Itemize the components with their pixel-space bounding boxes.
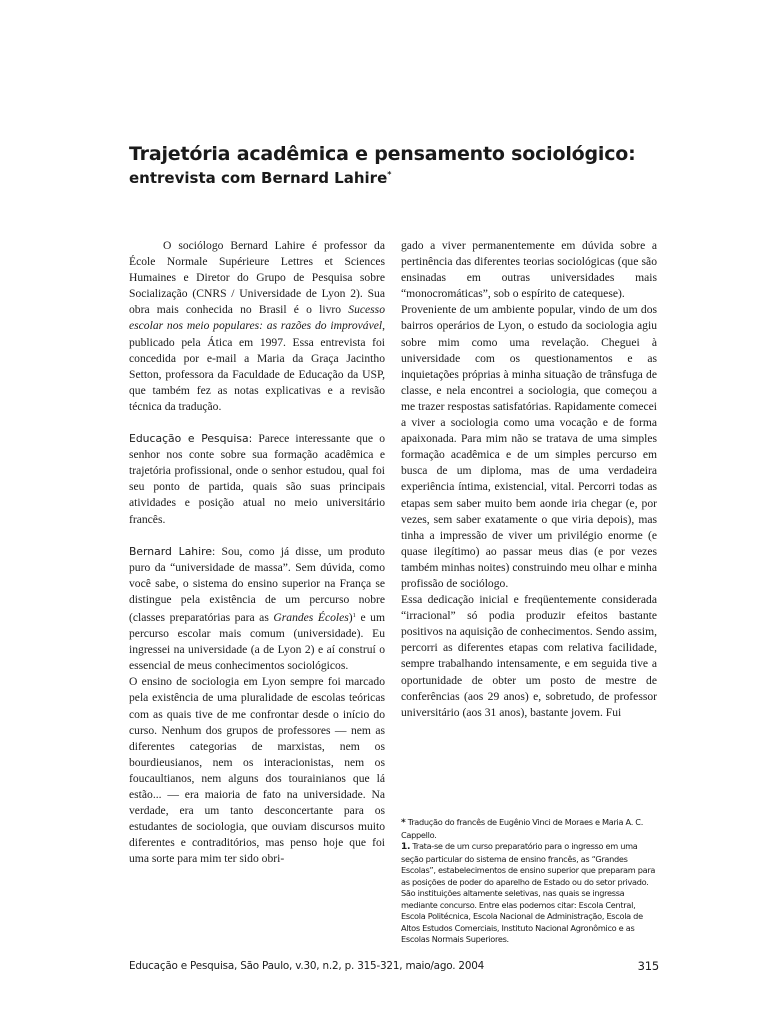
subtitle-text: entrevista com Bernard Lahire	[129, 169, 388, 187]
question-text: Parece interessante que o senhor nos conte sobre sua formação acadêmica e trajetória profissional, onde o senhor estudou, qual foi seu ponto de partida, quais são suas principais atividades e posição atual no meio universitário francês.	[129, 432, 385, 526]
answer-text-3: e um percurso escolar mais comum (universidade). Eu ingressei na universidade (a de Lyon 2) e aí construí o essencial de meus conhecimentos sociológicos.	[129, 610, 385, 673]
intro-paragraph	[129, 238, 385, 415]
left-column	[129, 238, 385, 867]
right-paragraph-1: gado a viver permanentemente em dúvida sobre a pertinência das diferentes teorias sociológicas (que são ensinadas em outras universidades mais “monocromáticas”, sob o espírito de catequese).	[401, 239, 657, 301]
answer-label: Bernard Lahire	[129, 544, 212, 558]
article-title: Trajetória acadêmica e pensamento sociológico:	[129, 143, 636, 165]
right-paragraph-3: Essa dedicação inicial e freqüentemente considerada “irracional” só podia produzir efeitos bastante positivos na aquisição de conhecimentos. Sendo assim, percorri as diferentes etapas com relativa facilidade, sempre trabalhando intensamente, e em seguida tive a oportunidade de obter um posto de mestre de conferências (aos 29 anos) e, sobretudo, de professor universitário (aos 31 anos), bastante jovem. Fui	[401, 593, 657, 719]
question-label: Educação e Pesquisa:	[129, 432, 253, 446]
footnotes	[401, 817, 661, 946]
answer-text-2: )	[348, 610, 353, 624]
subtitle-footnote-mark: *	[387, 170, 392, 179]
footnote-1-text: Trata-se de um curso preparatório para o ingresso em uma seção particular do sistema de ensino francês, as “Grandes Escolas”, estabelecimentos de ensino superior que preparam para as posições de poder do aparelho de Estado ou do setor privado. São instituições altamente seletivas, nas quais se ingressa mediante concurso. Entre elas podemos citar: Escola Central, Escola Politécnica, Escola Nacional de Administração, Escola de Altos Estudos Comerciais, Instituto Nacional Agronômico e as Escolas Normais Superiores.	[401, 841, 656, 944]
footnote-star-mark: *	[401, 818, 406, 828]
page-number: 315	[637, 959, 659, 973]
article-subtitle	[129, 165, 649, 188]
footnote-reference: 1	[352, 611, 356, 619]
answer-paragraph-2: O ensino de sociologia em Lyon sempre foi marcado pela existência de uma pluralidade de escolas teóricas com as quais tive de me confrontar desde o início do curso. Nenhum dos grupos de professores — nem as diferentes categorias de marxistas, nem os bourdieusianos, nem os interacionistas, nem os foucaultianos, nem alguns dos tourainianos que lá estão... — era maioria de fato na universidade. Na verdade, era um tanto desconcertante para os estudantes de sociologia, que ouviam discursos muito diferentes e contraditórios, mas penso hoje que foi uma sorte para mim ter sido obri-	[129, 675, 385, 866]
journal-citation: Educação e Pesquisa, São Paulo, v.30, n.2, p. 315-321, maio/ago. 2004	[129, 960, 485, 972]
right-column	[401, 238, 657, 721]
question-paragraph	[129, 431, 385, 528]
intro-text-2: , publicado pela Ática em 1997. Essa entrevista foi concedida por e-mail a Maria da Graça Jacintho Setton, professora da Faculdade de Educação da USP, que também fez as notas explicativas e a revisão técnica da tradução.	[129, 319, 385, 413]
right-paragraph-2: Proveniente de um ambiente popular, vindo de um dos bairros operários de Lyon, o estudo da sociologia agiu sobre mim como uma revelação. Cheguei à universidade com os questionamentos e as inquietações próprias à minha situação de trânsfuga de classe, e nela encontrei a sociologia, que começou a me trazer respostas satisfatórias. Rapidamente comecei a viver a sociologia como uma vocação e de forma apaixonada. Para mim não se tratava de uma simples formação acadêmica e de um simples percurso em busca de um diploma, mas de uma verdadeira experiência íntima, existencial, vital. Percorri todas as etapas sem saber muito bem aonde iria chegar (e, por vezes, sem saber exatamente o que viria depois), mas tinha a impressão de viver um privilégio enorme (e quase ilegítimo) ao passar meus dias (e por vezes também minhas noites) construindo meu olhar e minha profissão de sociólogo.	[401, 303, 657, 590]
answer-paragraph	[129, 544, 385, 675]
footnote-1	[401, 841, 661, 946]
footnote-star-text: Tradução do francês de Eugênio Vinci de Moraes e Maria A. C. Cappello.	[401, 817, 644, 840]
intro-text-1: O sociólogo Bernard Lahire é professor da École Normale Supérieure Lettres et Sciences Humaines e Diretor do Grupo de Pesquisa sobre Socialização (CNRS / Universidade de Lyon 2). Sua obra mais conhecida no Brasil é o livro	[129, 239, 385, 317]
article-header	[129, 143, 649, 188]
intro-book-title: Sucesso escolar nos meio populares: as razões do improvável	[129, 303, 385, 333]
footnote-1-mark: 1.	[401, 842, 411, 852]
footnote-translation	[401, 817, 661, 841]
answer-text-1: : Sou, como já disse, um produto puro da “universidade de massa”. Sem dúvida, como você sabe, o sistema do ensino superior na França se distingue pela existência de um percurso nobre (classes preparatórias para as	[129, 544, 385, 624]
answer-italic: Grandes Écoles	[273, 610, 349, 624]
